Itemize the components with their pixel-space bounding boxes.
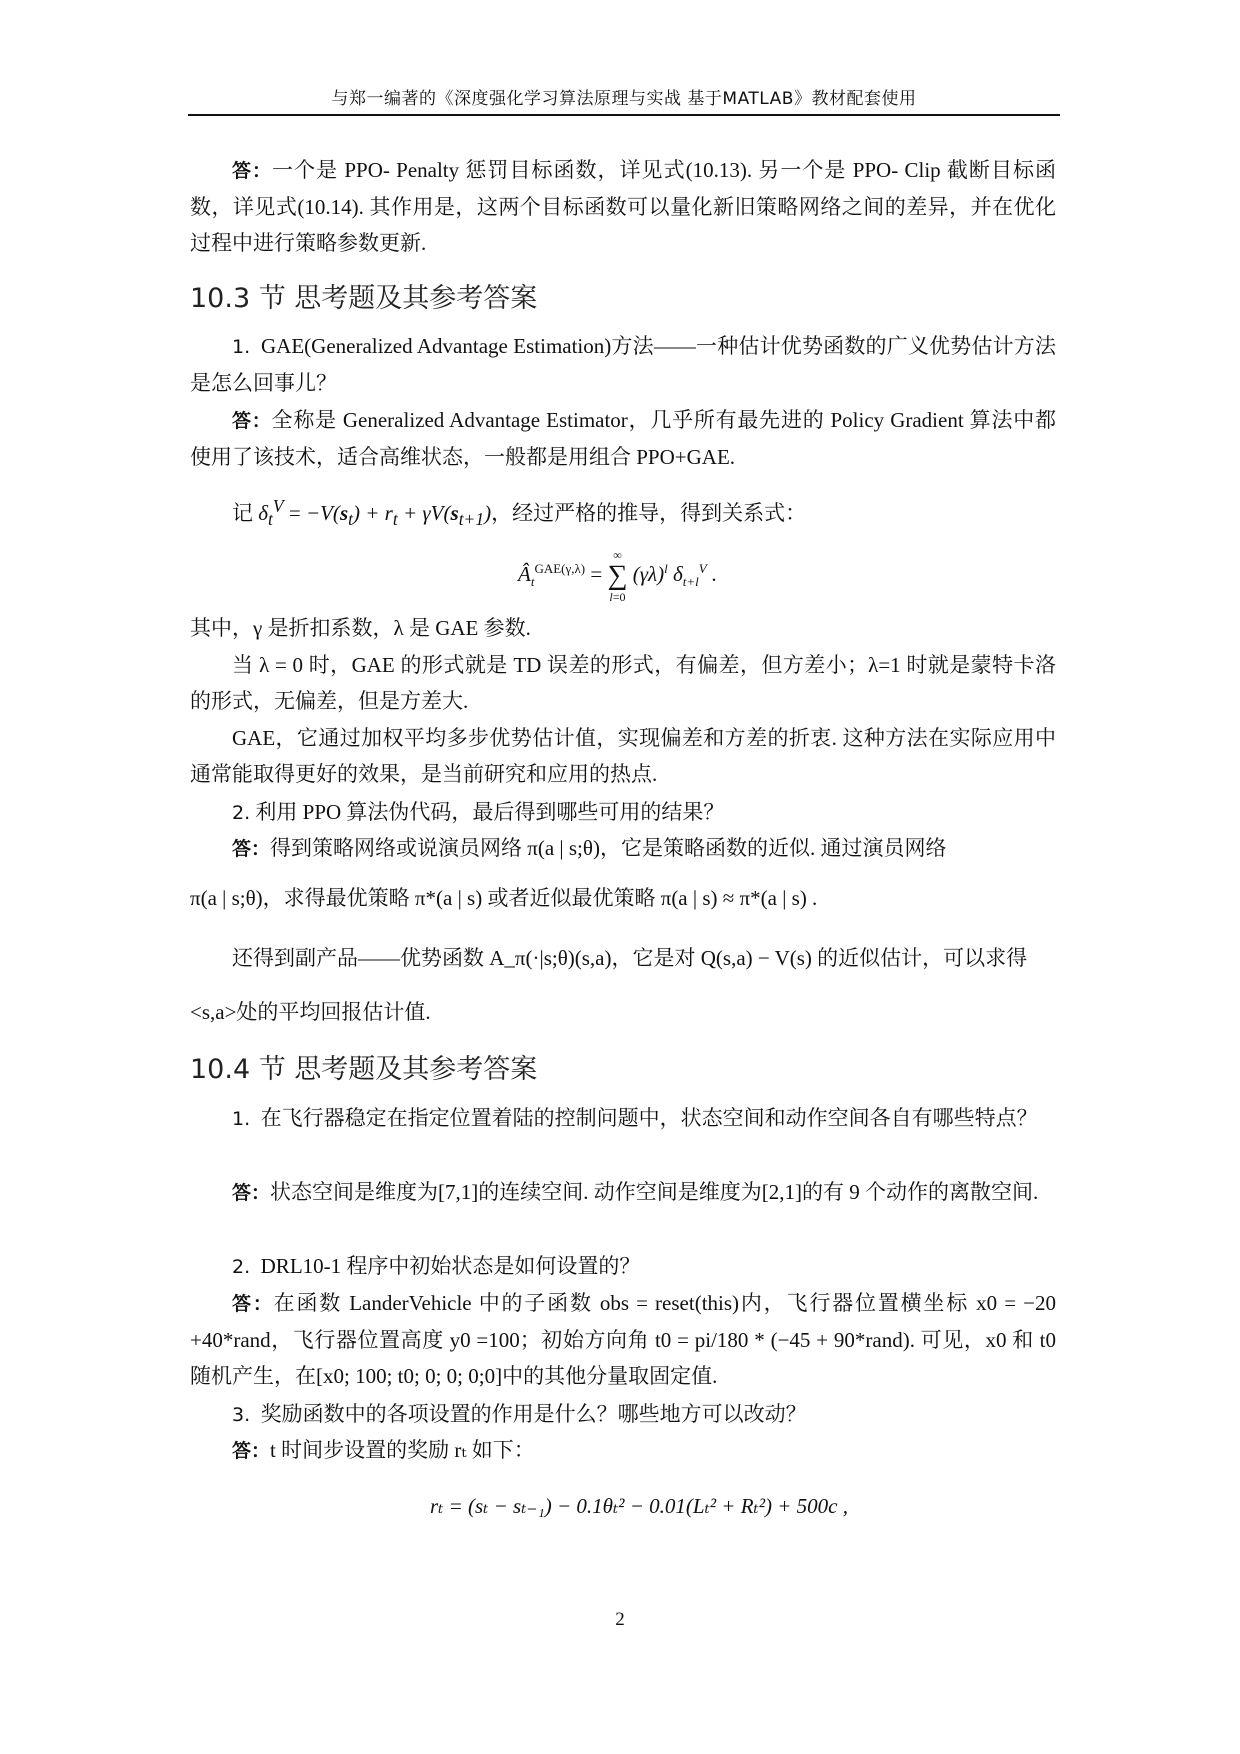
question-text: GAE(Generalized Advantage Estimation)方法——一种估计优势函数的广义优势估计方法是怎么回事儿？ (190, 334, 1056, 395)
question-number: 2. (232, 1256, 251, 1278)
question-10-3-2 (190, 794, 1056, 831)
answer-label: 答： (232, 1440, 271, 1462)
question-10-4-1 (190, 1100, 1056, 1137)
answer-10-4-3 (190, 1432, 1056, 1469)
def-prefix: 记 (232, 501, 253, 525)
page-number: 2 (615, 1609, 625, 1630)
answer-label: 答： (232, 1182, 271, 1204)
def-suffix: ，经过严格的推导，得到关系式： (491, 501, 807, 525)
question-number: 3. (232, 1404, 251, 1426)
answer-text: 状态空间是维度为[7,1]的连续空间. 动作空间是维度为[2,1]的有 9 个动作的离散空间. (270, 1180, 1039, 1204)
answer-10-3-1 (190, 402, 1056, 475)
question-10-3-1 (190, 328, 1056, 401)
answer-label: 答： (232, 1293, 274, 1315)
question-text: 利用 PPO 算法伪代码，最后得到哪些可用的结果？ (255, 800, 725, 824)
reward-formula: rₜ = (sₜ − sₜ₋₁) − 0.1θₜ² − 0.01(Lₜ² + Rₜ²) + 500c , (430, 1494, 849, 1518)
question-text: 在飞行器稳定在指定位置着陆的控制问题中，状态空间和动作空间各自有哪些特点？ (260, 1106, 1038, 1130)
answer-label: 答： (232, 410, 272, 432)
header-divider (188, 114, 1060, 116)
answer-text: 在函数 LanderVehicle 中的子函数 obs = reset(this)内，飞行器位置横坐标 x0 = −20 +40*rand，飞行器位置高度 y0 =100；初始方向角 t0 = pi/180 * (−45 + 90*rand). 可见，x0 和 t0 随机产生，在[x0; 100; t0; 0; 0; 0;0]中的其他分量取固定值. (190, 1291, 1056, 1388)
delta-formula: $\delta_t^V = -V(s_t) + r_t + \gamma V(s_{t+1})$ (258, 496, 492, 530)
question-10-4-2 (190, 1248, 1056, 1285)
question-text: DRL10-1 程序中初始状态是如何设置的？ (260, 1254, 641, 1278)
answer-10-3-2-line1 (190, 830, 1056, 867)
answer-10-3-2-line2: π(a | s;θ)，求得最优策略 π*(a | s) 或者近似最优策略 π(a | s) ≈ π*(a | s) . (190, 886, 818, 910)
question-number: 1. (232, 336, 251, 358)
answer-10-4-2 (190, 1285, 1056, 1394)
page-header: 与郑一编著的《深度强化学习算法原理与实战 基于MATLAB》教材配套使用 (331, 89, 917, 109)
intro-answer (190, 152, 1056, 261)
gae-formula: $Â_t^{GAE(\gamma,\lambda)}$ = ∞ ∑ l=0 $(\gamma\lambda)^l$ $\delta_{t+l}^V$ . (518, 548, 718, 604)
answer-text: 得到策略网络或说演员网络 π(a | s;θ)，它是策略函数的近似. 通过演员网络 (270, 836, 947, 860)
gae-summary: GAE，它通过加权平均多步优势估计值，实现偏差和方差的折衷. 这种方法在实际应用中通常能取得更好的效果，是当前研究和应用的热点. (190, 726, 1056, 786)
byproduct-line1: 还得到副产品——优势函数 A_π(·|s;θ)(s,a)，它是对 Q(s,a) − V(s) 的近似估计，可以求得 (232, 946, 1028, 970)
answer-text: 一个是 PPO- Penalty 惩罚目标函数，详见式(10.13). 另一个是 PPO- Clip 截断目标函数，详见式(10.14). 其作用是，这两个目标函数可以量化新旧策略网络之间的差异，并在优化过程中进行策略参数更新. (190, 158, 1056, 255)
gae-where: 其中，γ 是折扣系数，λ 是 GAE 参数. (190, 616, 531, 640)
delta-definition (190, 488, 1056, 537)
lambda-explanation: 当 λ = 0 时，GAE 的形式就是 TD 误差的形式，有偏差，但方差小；λ=1 时就是蒙特卡洛的形式，无偏差，但是方差大. (190, 653, 1056, 713)
question-number: 1. (232, 1108, 251, 1130)
answer-label: 答： (232, 838, 271, 860)
section-title-10-4: 10.4 节 思考题及其参考答案 (190, 1054, 538, 1085)
question-number: 2. (232, 802, 251, 824)
answer-label: 答： (232, 160, 273, 182)
answer-10-4-1 (190, 1174, 1056, 1211)
question-10-4-3 (190, 1396, 1056, 1433)
byproduct-line2: <s,a>处的平均回报估计值. (190, 1000, 431, 1024)
answer-text: 全称是 Generalized Advantage Estimator，几乎所有最先进的 Policy Gradient 算法中都使用了该技术，适合高维状态，一般都是用组合 PPO+GAE. (190, 408, 1056, 469)
question-text: 奖励函数中的各项设置的作用是什么？哪些地方可以改动？ (260, 1402, 807, 1426)
answer-text: t 时间步设置的奖励 rₜ 如下： (270, 1438, 535, 1462)
section-title-10-3: 10.3 节 思考题及其参考答案 (190, 283, 538, 314)
